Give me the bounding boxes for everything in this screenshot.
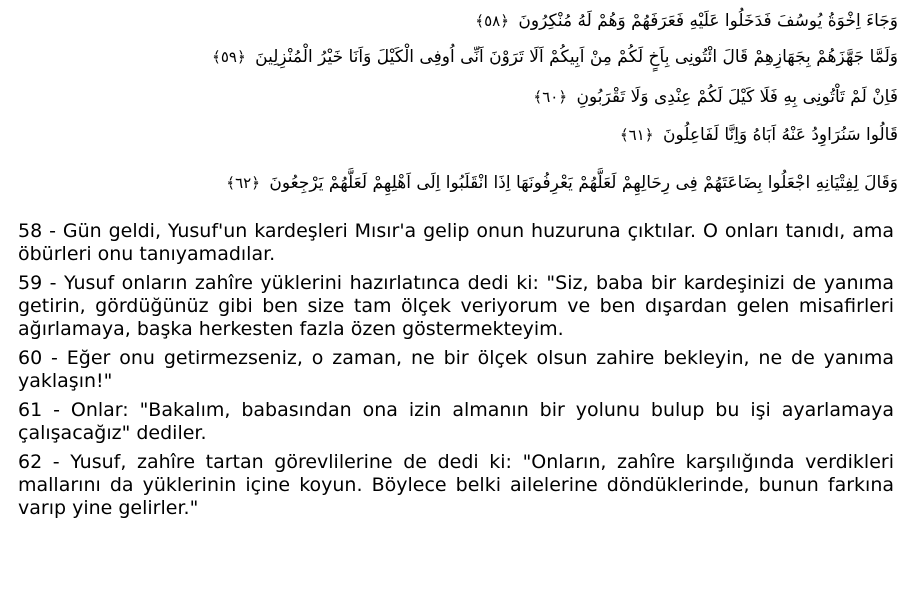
arabic-verse-59 (212, 44, 898, 70)
arabic-verse-60 (533, 84, 898, 110)
translation-verse-60: 60 - Eğer onu getirmezseniz, o zaman, ne bir ölçek olsun zahire bekleyin, ne de yanıma yaklaşın!" (18, 347, 894, 392)
arabic-verse-text: قَالُوا سَنُرَاوِدُ عَنْهُ اَبَاهُ وَاِنَّا لَفَاعِلُونَ (662, 125, 898, 145)
arabic-verse-text: وَقَالَ لِفِتْيَانِهِ اجْعَلُوا بِضَاعَتَهُمْ فِى رِحَالِهِمْ لَعَلَّهُمْ يَعْرِفُونَهَا اِذَا انْقَلَبُوا اِلَى اَهْلِهِمْ لَعَلَّهُمْ يَرْجِعُونَ (269, 173, 898, 193)
translation-verse-59: 59 - Yusuf onların zahîre yüklerini hazırlatınca dedi ki: "Siz, baba bir kardeşinizi de yanıma getirin, gördüğünüz gibi ben size tam ölçek veriyorum ve ben dışardan gelen misafirleri ağırlamaya, başka herkesten fazla özen göstermekteyim. (18, 272, 894, 340)
arabic-verses (0, 0, 912, 205)
arabic-verse-text: وَلَمَّا جَهَّزَهُمْ بِجَهَازِهِمْ قَالَ ائْتُونِى بِاَخٍ لَكُمْ مِنْ اَبِيكُمْ اَلَا تَرَوْنَ اَنِّى اُوفِى الْكَيْلَ وَاَنَا خَيْرُ الْمُنْزِلِينَ (255, 47, 898, 67)
ayah-number-marker: ﴿٥٩﴾ (212, 48, 246, 66)
arabic-verse-58 (475, 8, 898, 34)
arabic-verse-text: وَجَاءَ اِخْوَةُ يُوسُفَ فَدَخَلُوا عَلَيْهِ فَعَرَفَهُمْ وَهُمْ لَهُ مُنْكِرُونَ (518, 11, 898, 31)
translation-verse-58: 58 - Gün geldi, Yusuf'un kardeşleri Mısır'a gelip onun huzuruna çıktılar. O onları tanıdı, ama öbürleri onu tanıyamadılar. (18, 220, 894, 265)
ayah-number-marker: ﴿٦١﴾ (619, 126, 654, 144)
arabic-verse-text: فَاِنْ لَمْ تَاْتُونِى بِهِ فَلَا كَيْلَ لَكُمْ عِنْدِى وَلَا تَقْرَبُونِ (576, 87, 898, 107)
arabic-verse-61 (620, 122, 898, 148)
translation-verse-61: 61 - Onlar: "Bakalım, babasından ona izin almanın bir yolunu bulup bu işi ayarlamaya çalışacağız" dediler. (18, 399, 894, 444)
ayah-number-marker: ﴿٦٢﴾ (226, 174, 260, 192)
translation-verse-62: 62 - Yusuf, zahîre tartan görevlilerine de dedi ki: "Onların, zahîre karşılığında verdikleri mallarını da yüklerinin içine koyun. Böylece belki ailelerine döndüklerinde, bunun farkına varıp yine gelirler." (18, 451, 894, 519)
ayah-number-marker: ﴿٥٨﴾ (475, 12, 510, 30)
ayah-number-marker: ﴿٦٠﴾ (533, 88, 568, 106)
arabic-verse-62 (226, 170, 898, 196)
turkish-translation (18, 220, 894, 520)
